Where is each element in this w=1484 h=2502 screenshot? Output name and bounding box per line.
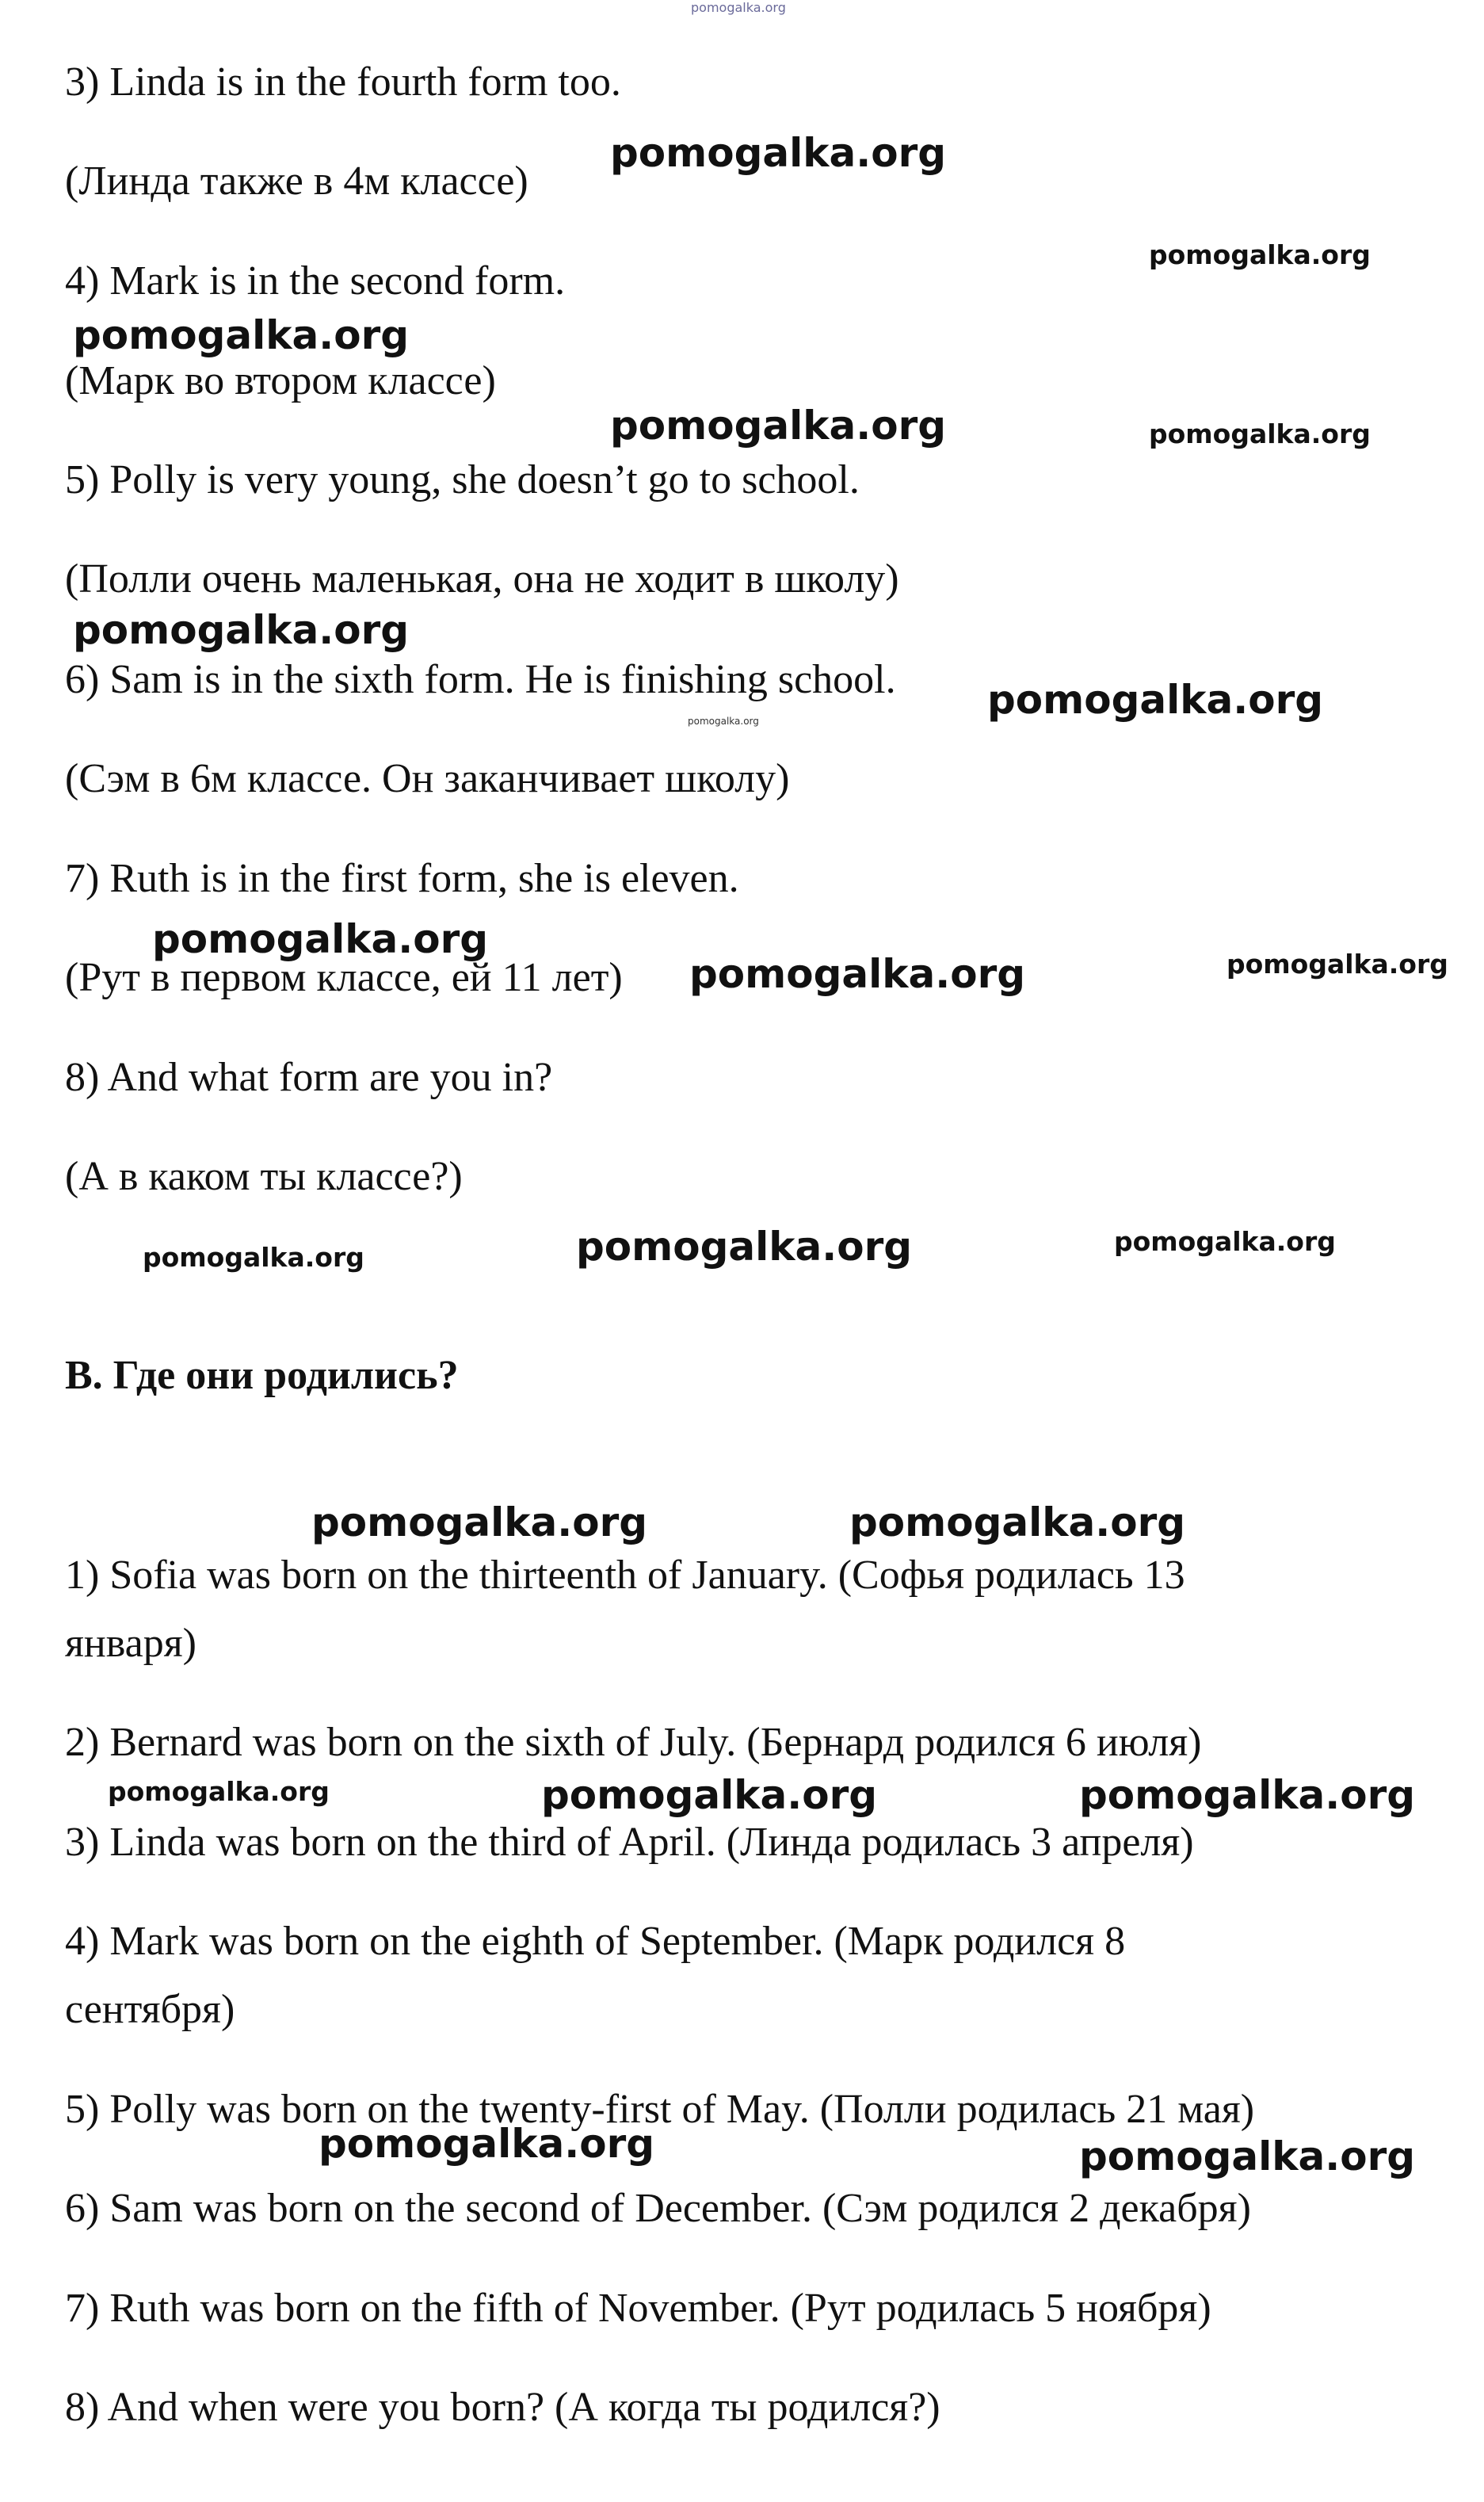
watermark: pomogalka.org bbox=[576, 1224, 913, 1270]
watermark: pomogalka.org bbox=[311, 1499, 648, 1545]
section-b-line: 5) Polly was born on the twenty-first of May. (Полли родилась 21 мая) bbox=[65, 2087, 1255, 2132]
watermark: pomogalka.org bbox=[987, 677, 1324, 723]
section-b-line: сентября) bbox=[65, 1987, 235, 2032]
watermark: pomogalka.org bbox=[143, 1242, 364, 1273]
watermark: pomogalka.org bbox=[1149, 418, 1371, 449]
section-a-line: (Рут в первом классе, ей 11 лет) bbox=[65, 955, 623, 1000]
section-b-line: 4) Mark was born on the eighth of September. (Марк родился 8 bbox=[65, 1919, 1126, 1964]
section-a-line: 3) Linda is in the fourth form too. bbox=[65, 59, 621, 105]
section-a-line: 7) Ruth is in the first form, she is eleven. bbox=[65, 856, 739, 901]
watermark: pomogalka.org bbox=[1226, 949, 1448, 980]
watermark: pomogalka.org bbox=[108, 1776, 330, 1807]
watermark: pomogalka.org bbox=[73, 607, 410, 653]
section-b-line: января) bbox=[65, 1621, 196, 1666]
section-a-line: 4) Mark is in the second form. bbox=[65, 258, 566, 304]
watermark: pomogalka.org bbox=[1079, 2133, 1416, 2179]
section-a-line: 6) Sam is in the sixth form. He is finishing school. bbox=[65, 657, 896, 702]
section-a-line: (Полли очень маленькая, она не ходит в школу) bbox=[65, 556, 899, 602]
section-a-line: 5) Polly is very young, she doesn’t go to school. bbox=[65, 457, 860, 502]
watermark: pomogalka.org bbox=[610, 403, 947, 449]
section-a-line: (Марк во втором классе) bbox=[65, 358, 496, 403]
section-a-line: (Линда также в 4м классе) bbox=[65, 159, 528, 204]
watermark: pomogalka.org bbox=[689, 951, 1026, 997]
section-b-line: 1) Sofia was born on the thirteenth of January. (Софья родилась 13 bbox=[65, 1553, 1185, 1598]
watermark: pomogalka.org bbox=[73, 312, 410, 358]
section-b-heading: B. Где они родились? bbox=[65, 1353, 459, 1398]
section-b-line: 2) Bernard was born on the sixth of July. (Бернард родился 6 июля) bbox=[65, 1720, 1202, 1765]
section-a-line: 8) And what form are you in? bbox=[65, 1055, 553, 1100]
watermark: pomogalka.org bbox=[319, 2121, 655, 2167]
watermark: pomogalka.org bbox=[688, 716, 759, 727]
watermark: pomogalka.org bbox=[610, 130, 947, 176]
watermark: pomogalka.org bbox=[1114, 1226, 1336, 1257]
watermark: pomogalka.org bbox=[541, 1772, 878, 1818]
watermark: pomogalka.org bbox=[1149, 239, 1371, 270]
section-b-line: 6) Sam was born on the second of December. (Сэм родился 2 декабря) bbox=[65, 2186, 1251, 2231]
section-b-line: 7) Ruth was born on the fifth of November. (Рут родилась 5 ноября) bbox=[65, 2286, 1211, 2331]
section-b-line: 3) Linda was born on the third of April. (Линда родилась 3 апреля) bbox=[65, 1820, 1194, 1865]
watermark: pomogalka.org bbox=[849, 1499, 1186, 1545]
section-a-line: (Сэм в 6м классе. Он заканчивает школу) bbox=[65, 756, 790, 801]
watermark: pomogalka.org bbox=[152, 916, 489, 962]
section-b-line: 8) And when were you born? (А когда ты родился?) bbox=[65, 2385, 940, 2430]
watermark: pomogalka.org bbox=[1079, 1772, 1416, 1818]
section-a-line: (А в каком ты классе?) bbox=[65, 1154, 463, 1199]
header-watermark: pomogalka.org bbox=[691, 0, 786, 15]
